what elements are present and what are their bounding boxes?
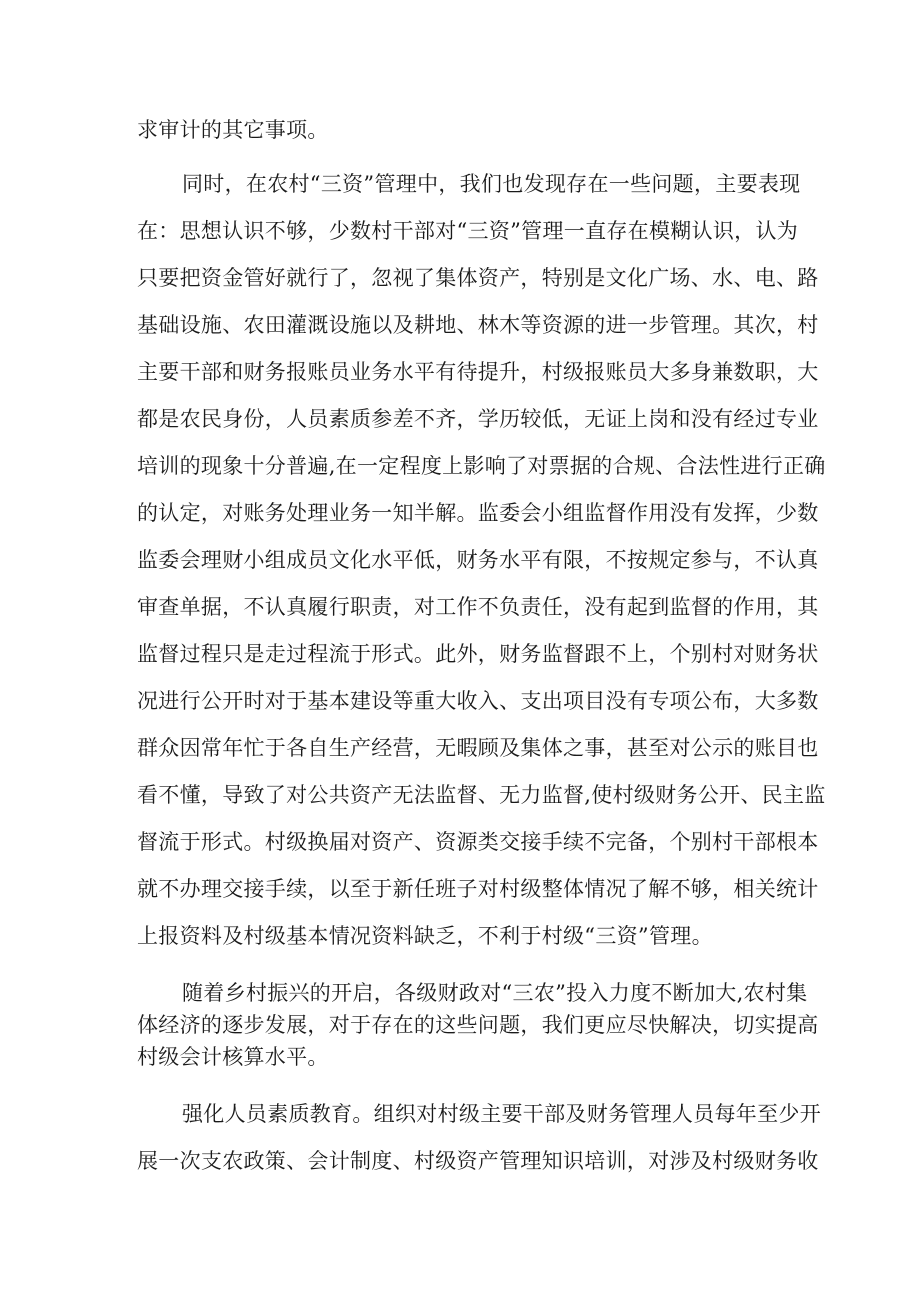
paragraph-2-line-17: 上报资料及村级基本情况资料缺乏，不利于村级“三资”管理。 xyxy=(137,924,713,948)
paragraph-4-line-2: 展一次支农政策、会计制度、村级资产管理知识培训，对涉及村级财务收 xyxy=(137,1149,819,1173)
paragraph-2-line-7: 培训的现象十分普遍,在一定程度上影响了对票据的合规、合法性进行正确 xyxy=(137,454,826,478)
paragraph-2-line-3: 只要把资金管好就行了，忽视了集体资产，特别是文化广场、水、电、路 xyxy=(137,266,819,290)
paragraph-2-line-8: 的认定，对账务处理业务一知半解。监委会小组监督作用没有发挥，少数 xyxy=(137,501,819,525)
paragraph-3-line-3: 村级会计核算水平。 xyxy=(137,1045,329,1069)
paragraph-2-line-5: 主要干部和财务报账员业务水平有待提升，村级报账员大多身兼数职，大 xyxy=(137,360,819,384)
paragraph-3-line-2: 体经济的逐步发展，对于存在的这些问题，我们更应尽快解决，切实提高 xyxy=(137,1013,819,1037)
paragraph-2-line-9: 监委会理财小组成员文化水平低，财务水平有限，不按规定参与，不认真 xyxy=(137,548,819,572)
paragraph-2-line-13: 群众因常年忙于各自生产经营，无暇顾及集体之事，甚至对公示的账目也 xyxy=(137,736,819,760)
paragraph-2-line-14: 看不懂，导致了对公共资产无法监督、无力监督,使村级财务公开、民主监 xyxy=(137,783,826,807)
paragraph-3-line-1: 随着乡村振兴的开启，各级财政对“三农”投入力度不断加大,农村集 xyxy=(182,981,808,1005)
paragraph-2-line-11: 监督过程只是走过程流于形式。此外，财务监督跟不上，个别村对财务状 xyxy=(137,642,819,666)
paragraph-2-line-16: 就不办理交接手续，以至于新任班子对村级整体情况了解不够，相关统计 xyxy=(137,877,819,901)
paragraph-2-line-15: 督流于形式。村级换届对资产、资源类交接手续不完备，个别村干部根本 xyxy=(137,830,819,854)
paragraph-2-line-4: 基础设施、农田灌溉设施以及耕地、林木等资源的进一步管理。其次，村 xyxy=(137,313,819,337)
paragraph-1-line-1: 求审计的其它事项。 xyxy=(137,118,329,142)
paragraph-2-line-6: 都是农民身份，人员素质参差不齐，学历较低，无证上岗和没有经过专业 xyxy=(137,407,819,431)
paragraph-2-line-2: 在：思想认识不够，少数村干部对“三资”管理一直存在模糊认识，认为 xyxy=(137,219,799,243)
paragraph-2-line-1: 同时，在农村“三资”管理中，我们也发现存在一些问题，主要表现 xyxy=(182,172,801,196)
paragraph-2-line-12: 况进行公开时对于基本建设等重大收入、支出项目没有专项公布，大多数 xyxy=(137,689,819,713)
paragraph-4-line-1: 强化人员素质教育。组织对村级主要干部及财务管理人员每年至少开 xyxy=(182,1102,821,1126)
paragraph-2-line-10: 审查单据，不认真履行职责，对工作不负责任，没有起到监督的作用，其 xyxy=(137,595,819,619)
